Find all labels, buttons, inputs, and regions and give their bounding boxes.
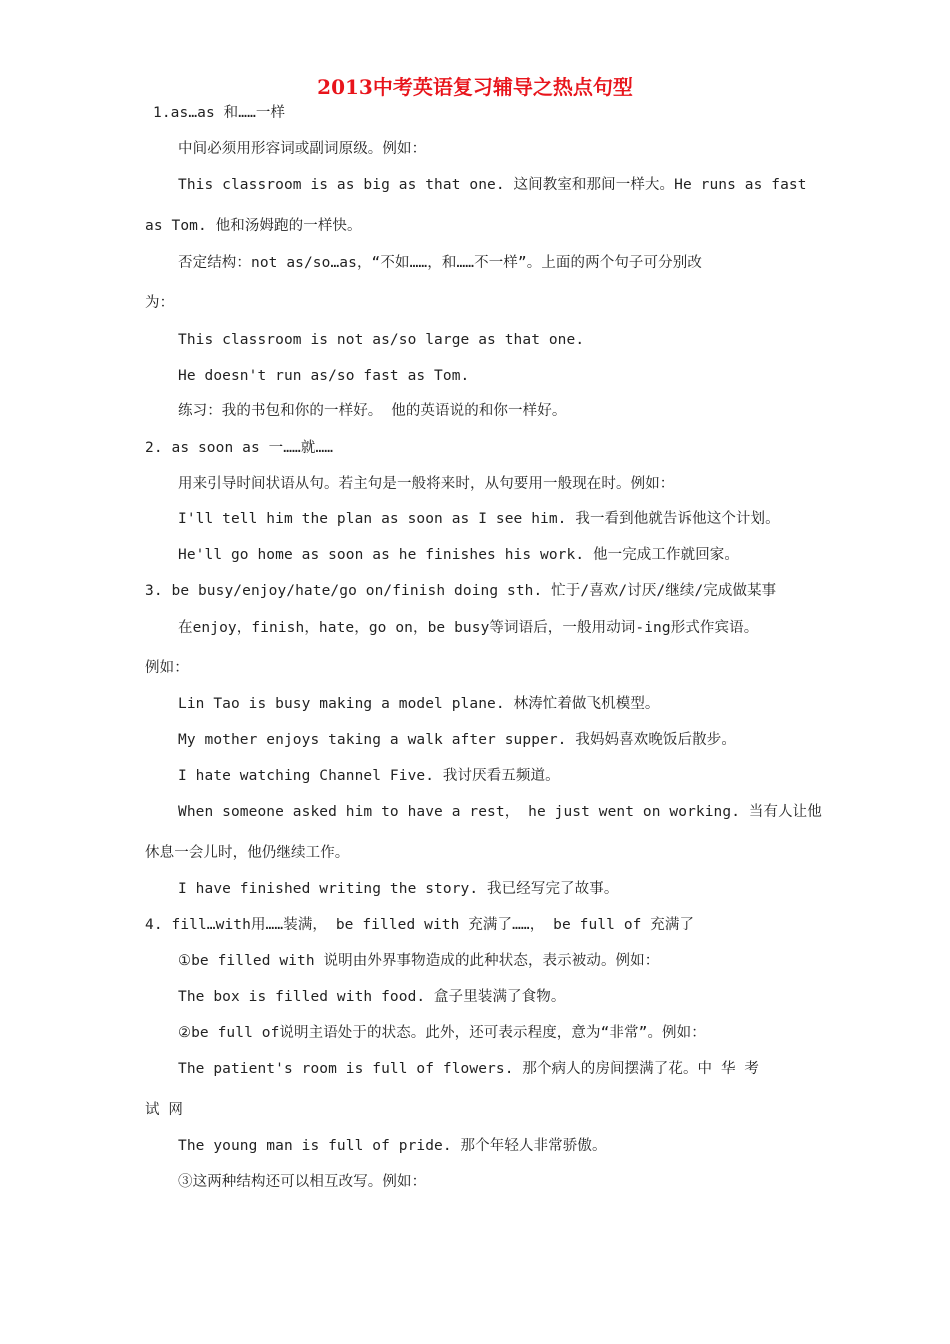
paragraph-line: I hate watching Channel Five. 我讨厌看五频道。 — [178, 768, 560, 784]
paragraph-line: 试 网 — [145, 1102, 184, 1118]
paragraph-line: 在enjoy，finish，hate，go on，be busy等词语后，一般用动词-ing形式作宾语。 — [178, 620, 759, 636]
paragraph-line: ③这两种结构还可以相互改写。例如： — [178, 1174, 427, 1190]
paragraph-line: 中间必须用形容词或副词原级。例如： — [178, 141, 427, 157]
paragraph-line: ①be filled with 说明由外界事物造成的此种状态，表示被动。例如： — [178, 953, 660, 969]
paragraph-line: The young man is full of pride. 那个年轻人非常骄傲。 — [178, 1138, 607, 1154]
paragraph-line: 用来引导时间状语从句。若主句是一般将来时，从句要用一般现在时。例如： — [178, 476, 675, 492]
paragraph-line: I'll tell him the plan as soon as I see him. 我一看到他就告诉他这个计划。 — [178, 511, 780, 527]
paragraph-line: as Tom. 他和汤姆跑的一样快。 — [145, 218, 362, 234]
paragraph-line: ②be full of说明主语处于的状态。此外，还可表示程度，意为“非常”。例如： — [178, 1025, 706, 1041]
section-heading-as-soon-as: 2. as soon as 一……就…… — [145, 440, 334, 456]
paragraph-line: He'll go home as soon as he finishes his work. 他一完成工作就回家。 — [178, 547, 739, 563]
paragraph-line: When someone asked him to have a rest， he just went on working. 当有人让他 — [178, 804, 822, 820]
paragraph-line: 休息一会儿时，他仍继续工作。 — [145, 845, 350, 861]
paragraph-line: 练习：我的书包和你的一样好。 他的英语说的和你一样好。 — [178, 403, 567, 419]
section-heading-fill-with: 4. fill…with用……装满， be filled with 充满了……， be full of 充满了 — [145, 917, 695, 933]
paragraph-line: He doesn't run as/so fast as Tom. — [178, 368, 470, 384]
section-heading-doing-sth: 3. be busy/enjoy/hate/go on/finish doing sth. 忙于/喜欢/讨厌/继续/完成做某事 — [145, 583, 777, 599]
paragraph-line: Lin Tao is busy making a model plane. 林涛忙着做飞机模型。 — [178, 696, 660, 712]
page-title: 2013中考英语复习辅导之热点句型 — [317, 75, 633, 99]
paragraph-line: My mother enjoys taking a walk after supper. 我妈妈喜欢晚饭后散步。 — [178, 732, 736, 748]
paragraph-line: This classroom is as big as that one. 这间教室和那间一样大。He runs as fast — [178, 177, 807, 193]
section-heading-as-as: 1.as…as 和……一样 — [153, 105, 286, 121]
paragraph-line: The patient's room is full of flowers. 那个病人的房间摆满了花。中 华 考 — [178, 1061, 760, 1077]
paragraph-line: 例如： — [145, 660, 189, 676]
paragraph-line: The box is filled with food. 盒子里装满了食物。 — [178, 989, 566, 1005]
paragraph-line: 为： — [145, 295, 175, 311]
paragraph-line: I have finished writing the story. 我已经写完了故事。 — [178, 881, 619, 897]
paragraph-line: This classroom is not as/so large as that one. — [178, 332, 585, 348]
paragraph-line: 否定结构：not as/so…as，“不如……，和……不一样”。上面的两个句子可分别改 — [178, 255, 702, 271]
